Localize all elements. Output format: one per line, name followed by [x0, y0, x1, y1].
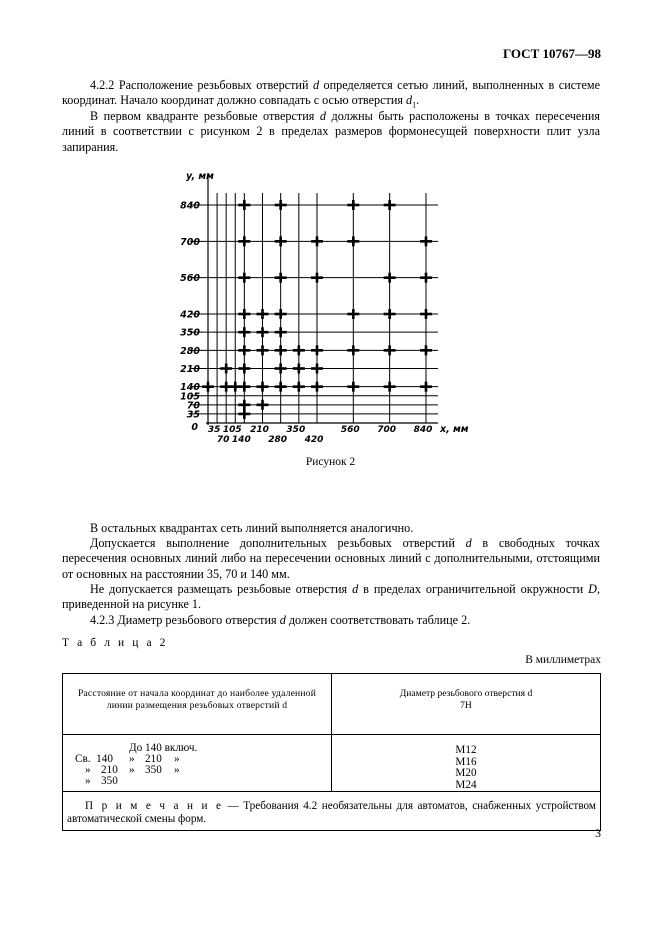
y-tick-label: 840	[180, 200, 200, 212]
x-tick-label: 420	[304, 435, 324, 445]
table-note: П р и м е ч а н и е — Требования 4.2 необязательны для автоматов, снабженных устройством автоматической смены форм.	[63, 792, 601, 831]
diameter-value: M24	[455, 778, 477, 791]
y-tick-label: 420	[180, 309, 200, 321]
paragraph-first-quadrant: В первом квадранте резьбовые отверстия d должны быть расположены в точках пересечения линий в соответствии с рисунком 2 в пределах размеров формонесущей поверхности плит узла запирания.	[62, 109, 600, 154]
range-row-1: До 140 включ.	[129, 742, 198, 754]
standard-header: ГОСТ 10767—98	[502, 46, 601, 61]
x-tick-label: 35	[207, 425, 221, 435]
y-tick-label: 280	[180, 345, 200, 357]
y-tick-label: 560	[180, 273, 200, 285]
y-tick-label: 350	[180, 327, 200, 339]
x-tick-label: 560	[340, 425, 360, 435]
figure-caption: Рисунок 2	[305, 456, 356, 468]
x-tick-label: 350	[286, 425, 306, 435]
table-units: В миллиметрах	[525, 654, 601, 666]
paragraph-additional-holes: Допускается выполнение дополнительных резьбовых отверстий d в свободных точках пересечения основных линий либо на пересечении основных линий с дополнительными, отстоящими от основных на расстоянии 35, 70 и 140 мм.	[62, 536, 600, 581]
column-header-diameter: Диаметр резьбового отверстия d 7H	[332, 674, 601, 735]
column-header-distance: Расстояние от начала координат до наиболее удаленной линии размещения резьбовых отверстий d	[63, 674, 332, 735]
x-axis-label: x, мм	[439, 424, 469, 435]
hole-grid-diagram	[160, 163, 500, 453]
table-title: Т а б л и ц а 2	[62, 637, 169, 649]
paragraph-4-2-2: 4.2.2 Расположение резьбовых отверстий d определяется сетью линий, выполненных в системе координат. Начало координат должно совпадать с осью отверстия $d_1$.	[62, 78, 600, 110]
diameter-value: M12	[455, 744, 477, 756]
range-row-4-from: »	[85, 775, 91, 787]
x-tick-label: 140	[231, 435, 251, 445]
y-tick-label: 105	[180, 391, 200, 403]
x-tick-label: 700	[377, 425, 397, 435]
diameters-cell	[332, 735, 601, 792]
y-tick-label: 70	[186, 400, 200, 412]
page-number: 3	[595, 826, 601, 840]
y-tick-label: 700	[180, 236, 200, 248]
distance-ranges-cell: До 140 включ. Св. 140 » 210 » » 210 » 350 » » 350	[63, 735, 332, 792]
diameter-value: M20	[455, 767, 477, 779]
x-tick-label: 210	[250, 425, 269, 435]
x-tick-label: 840	[413, 425, 433, 435]
origin-label: 0	[191, 422, 198, 433]
x-tick-label: 280	[268, 435, 288, 445]
paragraph-restriction: Не допускается размещать резьбовые отверстия d в пределах ограничительной окружности D, приведенной на рисунке 1.	[62, 582, 600, 612]
figure-2-grid	[160, 163, 500, 453]
table-2	[62, 673, 601, 831]
diameter-value: M16	[455, 755, 477, 768]
x-tick-label: 70	[216, 435, 230, 445]
paragraph-4-2-3: 4.2.3 Диаметр резьбового отверстия d должен соответствовать таблице 2.	[90, 613, 471, 627]
paragraph-other-quadrants: В остальных квадрантах сеть линий выполняется аналогично.	[90, 521, 414, 535]
y-tick-label: 210	[180, 364, 200, 376]
x-tick-label: 105	[222, 425, 242, 435]
y-axis-label: y, мм	[186, 171, 214, 182]
range-row-3-from: »	[85, 764, 91, 776]
range-row-2-from: Св. 140	[75, 753, 113, 765]
y-tick-label: 35	[186, 409, 200, 421]
y-tick-label: 140	[180, 382, 200, 394]
